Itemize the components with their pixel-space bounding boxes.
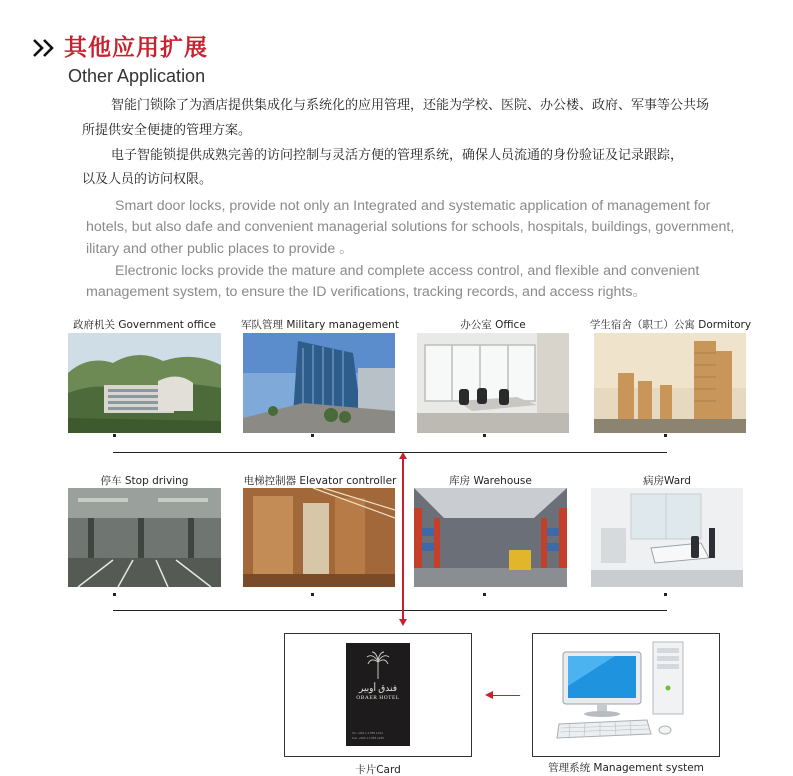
intro-en-line: hotels, but also dafe and convenient managerial solutions for schools, hospitals, buildings, government, — [86, 219, 735, 235]
intro-en-line: Smart door locks, provide not only an Integrated and systematic application of management for — [115, 198, 711, 214]
connector-line — [113, 610, 667, 611]
hospital-ward-photo — [591, 488, 743, 587]
double-chevron-right-icon — [32, 37, 58, 59]
red-connector-line — [492, 695, 520, 697]
elevator-lobby-photo — [243, 488, 395, 587]
intro-cn-line: 所提供安全便捷的管理方案。 — [82, 123, 252, 138]
intro-cn-line: 智能门锁除了为酒店提供集成化与系统化的应用管理，还能为学校、医院、办公楼、政府、军事等公共场 — [111, 98, 710, 113]
application-label: 军队管理 Military management — [241, 319, 399, 331]
title-english: Other Application — [68, 66, 206, 86]
intro-cn-line: 以及人员的访问权限。 — [82, 172, 213, 187]
red-connector-line — [402, 458, 404, 620]
application-label: 库房 Warehouse — [449, 475, 532, 487]
connector-tick — [483, 593, 486, 596]
application-label: 办公室 Office — [460, 319, 526, 331]
office-room-photo — [417, 333, 569, 433]
intro-cn-line: 电子智能锁提供成熟完善的访问控制与灵活方便的管理系统，确保人员流通的身份验证及记录跟踪， — [111, 148, 684, 163]
warehouse-photo — [414, 488, 567, 587]
management-system-label: 管理系统 Management system — [548, 762, 704, 774]
title-chinese: 其他应用扩展 — [64, 35, 208, 61]
card-fine-print: Tel: +966 1 2 555 1234 — [352, 731, 383, 735]
intro-en-line: Electronic locks provide the mature and complete access control, and flexible and convenient — [115, 263, 700, 279]
connector-tick — [113, 434, 116, 437]
application-label: 停车 Stop driving — [100, 475, 189, 487]
application-label: 病房Ward — [643, 475, 691, 487]
intro-en-line: management system, to ensure the ID verifications, tracking records, and access rights。 — [86, 284, 647, 300]
connector-tick — [113, 593, 116, 596]
section-title — [32, 34, 208, 62]
card-label: 卡片Card — [355, 764, 401, 776]
card-arabic-name: فندق أوبير — [358, 683, 397, 693]
hotel-key-card — [346, 643, 410, 746]
military-building-photo — [243, 333, 395, 433]
card-hotel-name: OBAER HOTEL — [356, 695, 400, 701]
application-label: 学生宿舍（职工）公寓 Dormitory — [589, 319, 752, 331]
connector-tick — [311, 434, 314, 437]
application-label: 政府机关 Government office — [73, 319, 216, 331]
card-fine-print: Fax: +966 1 2 555 1235 — [352, 736, 384, 740]
arrow-down-icon — [399, 619, 407, 626]
intro-en-line: ilitary and other public places to provide 。 — [86, 241, 354, 257]
application-label: 电梯控制器 Elevator controller — [243, 475, 397, 487]
parking-garage-photo — [68, 488, 221, 587]
connector-tick — [483, 434, 486, 437]
government-office-photo — [68, 333, 221, 433]
hotel-logo-icon — [366, 651, 390, 679]
connector-tick — [664, 434, 667, 437]
connector-line — [113, 452, 667, 453]
connector-tick — [311, 593, 314, 596]
computer-workstation-icon — [555, 640, 690, 744]
connector-tick — [664, 593, 667, 596]
dormitory-towers-photo — [594, 333, 746, 433]
